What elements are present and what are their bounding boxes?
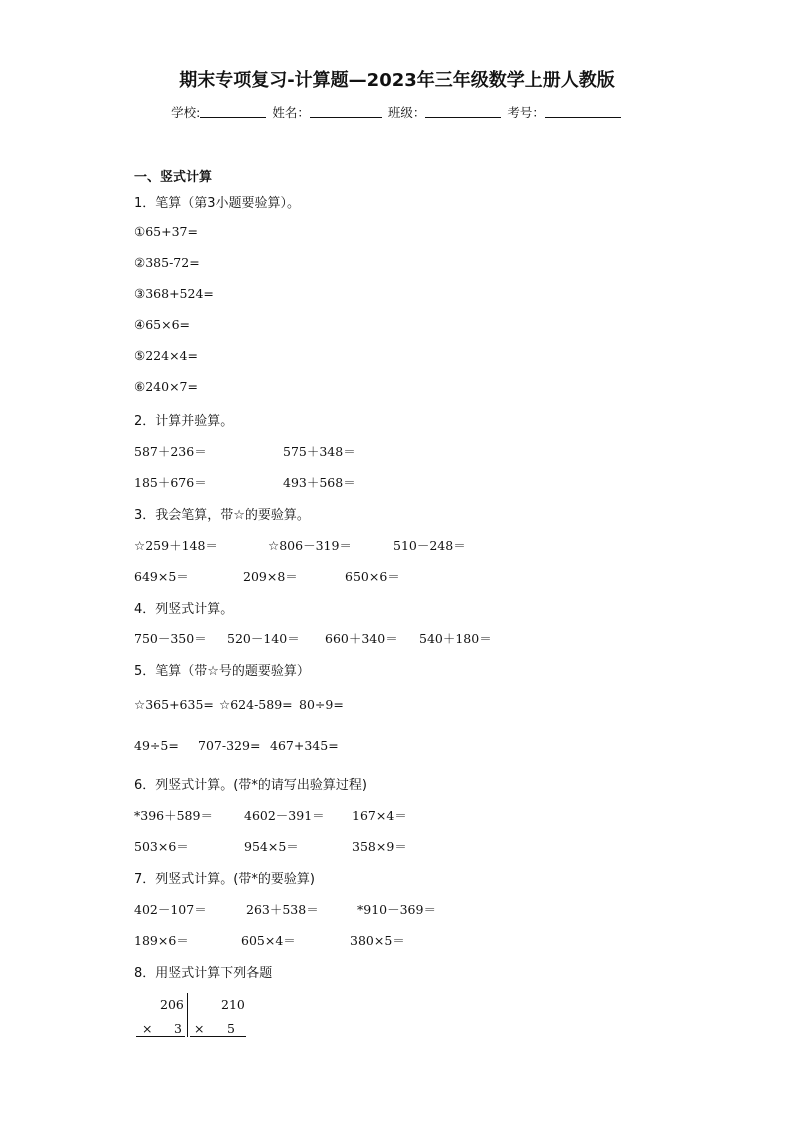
expression: 587＋236＝ — [134, 444, 207, 459]
expression: ☆806－319＝ — [268, 538, 352, 553]
name-blank[interactable] — [310, 105, 382, 118]
question-3-prompt: 3．我会笔算，带☆的要验算。 — [134, 508, 310, 523]
expression: 649×5＝ — [134, 569, 189, 584]
multiplier: 3 — [174, 1021, 182, 1036]
class-blank[interactable] — [425, 105, 501, 118]
result-line — [190, 1036, 246, 1037]
expression: 209×8＝ — [243, 569, 298, 584]
multiplicand: 210 — [221, 997, 245, 1012]
expression: ③368+524= — [134, 286, 214, 301]
expression: ⑥240×7= — [134, 379, 198, 394]
expression: 540＋180＝ — [419, 631, 492, 646]
expression: 167×4＝ — [352, 808, 407, 823]
expression: 263＋538＝ — [246, 902, 319, 917]
question-8-prompt: 8．用竖式计算下列各题 — [134, 966, 273, 981]
result-line — [136, 1036, 185, 1037]
multiplier: 5 — [227, 1021, 235, 1036]
expression: 380×5＝ — [350, 933, 405, 948]
question-4-prompt: 4．列竖式计算。 — [134, 602, 234, 617]
expression: 189×6＝ — [134, 933, 189, 948]
expression: 503×6＝ — [134, 839, 189, 854]
expression: 750－350＝ — [134, 631, 207, 646]
expression: 510－248＝ — [393, 538, 466, 553]
expression: 493＋568＝ — [283, 475, 356, 490]
expression: ②385-72= — [134, 255, 200, 270]
expression: ④65×6= — [134, 317, 191, 332]
expression: 358×9＝ — [352, 839, 407, 854]
expression: *910－369＝ — [357, 902, 436, 917]
times-sign: × — [142, 1021, 153, 1036]
expression: ⑤224×4= — [134, 348, 198, 363]
column-divider — [187, 993, 188, 1037]
expression: 605×4＝ — [241, 933, 296, 948]
expression: 49÷5= — [134, 738, 179, 753]
expression: 185＋676＝ — [134, 475, 207, 490]
expression: 575＋348＝ — [283, 444, 356, 459]
expression: ☆259＋148＝ — [134, 538, 218, 553]
exam-number-blank[interactable] — [545, 105, 621, 118]
question-6-prompt: 6．列竖式计算。(带*的请写出验算过程) — [134, 778, 367, 793]
name-label: 姓名： — [272, 105, 310, 120]
student-info-line — [0, 103, 794, 121]
expression: *396＋589＝ — [134, 808, 213, 823]
expression: ①65+37= — [134, 224, 198, 239]
question-5-prompt: 5．笔算（带☆号的题要验算） — [134, 664, 310, 679]
expression: ☆365+635= — [134, 697, 214, 712]
expression: 660＋340＝ — [325, 631, 398, 646]
expression: 402－107＝ — [134, 902, 207, 917]
question-7-prompt: 7．列竖式计算。(带*的要验算) — [134, 872, 315, 887]
multiplicand: 206 — [160, 997, 184, 1012]
expression: 707-329= — [198, 738, 261, 753]
school-label: 学校: — [171, 105, 201, 120]
page-title: 期末专项复习-计算题—2023年三年级数学上册人教版 — [179, 70, 615, 91]
school-blank[interactable] — [200, 105, 266, 118]
expression: 520－140＝ — [227, 631, 300, 646]
expression: 650×6＝ — [345, 569, 400, 584]
expression: 954×5＝ — [244, 839, 299, 854]
question-1-prompt: 1．笔算（第3小题要验算）。 — [134, 196, 301, 211]
times-sign: × — [194, 1021, 205, 1036]
question-2-prompt: 2．计算并验算。 — [134, 414, 234, 429]
expression: ☆624-589= — [219, 697, 293, 712]
exam-number-label: 考号： — [507, 105, 545, 120]
section-title: 一、竖式计算 — [134, 170, 213, 185]
class-label: 班级： — [387, 105, 426, 120]
expression: 467+345= — [270, 738, 339, 753]
expression: 80÷9= — [299, 697, 344, 712]
expression: 4602－391＝ — [244, 808, 325, 823]
